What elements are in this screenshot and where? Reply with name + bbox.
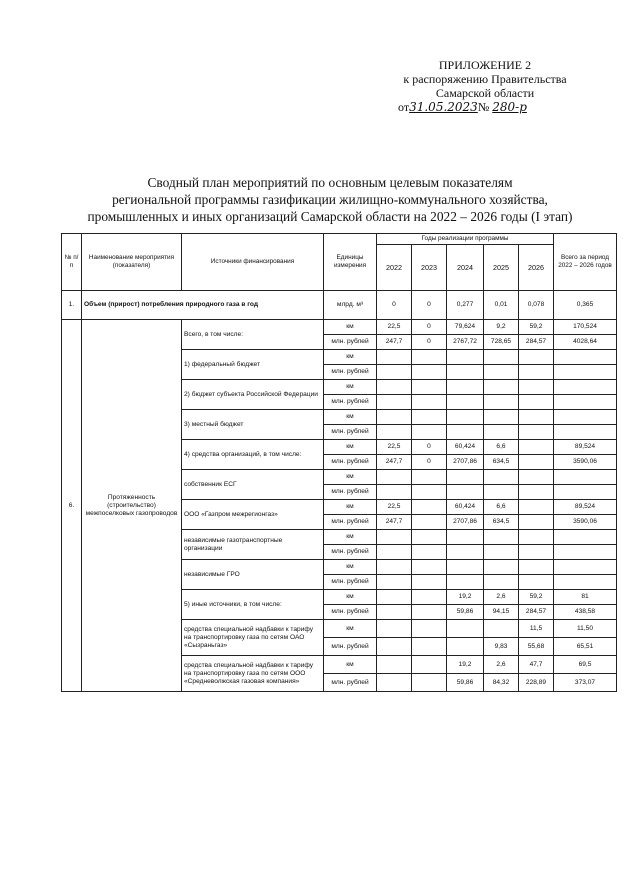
value-cell — [554, 560, 617, 575]
value-cell — [519, 485, 554, 500]
funding-source: средства специальной надбавки к тарифу на транспортировку газа по сетям ООО «Средневолжская газовая компания» — [182, 656, 324, 692]
value-cell: 9,83 — [484, 638, 519, 656]
value-cell — [447, 380, 484, 395]
value-cell — [519, 470, 554, 485]
value-cell — [554, 410, 617, 425]
row-1-unit: млрд. м³ — [324, 291, 377, 320]
value-cell — [554, 365, 617, 380]
value-cell: 94,15 — [484, 605, 519, 620]
value-cell: 373,07 — [554, 674, 617, 692]
funding-source: собственник ЕСГ — [182, 470, 324, 500]
value-cell — [412, 485, 447, 500]
value-cell: 60,424 — [447, 440, 484, 455]
number-label: № — [477, 100, 490, 114]
value-cell — [447, 410, 484, 425]
value-cell — [377, 674, 412, 692]
value-cell — [412, 425, 447, 440]
row-1-num: 1. — [62, 291, 82, 320]
value-cell — [377, 425, 412, 440]
value-cell — [377, 380, 412, 395]
value-cell: 728,65 — [484, 335, 519, 350]
value-cell: 65,51 — [554, 638, 617, 656]
value-cell: 59,86 — [447, 674, 484, 692]
unit-cell: млн. рублей — [324, 575, 377, 590]
value-cell: 3590,06 — [554, 515, 617, 530]
value-cell: 247,7 — [377, 335, 412, 350]
value-cell — [519, 455, 554, 470]
appendix-block — [360, 58, 610, 114]
value-cell: 60,424 — [447, 500, 484, 515]
value-cell: 247,7 — [377, 515, 412, 530]
handwritten-number: 280-р — [492, 100, 527, 114]
value-cell — [554, 545, 617, 560]
unit-cell: км — [324, 320, 377, 335]
value-cell — [447, 395, 484, 410]
value-cell — [484, 530, 519, 545]
unit-cell: млн. рублей — [324, 425, 377, 440]
title-line-3: промышленных и иных организаций Самарской области на 2022 – 2026 годы (I этап) — [87, 209, 573, 224]
value-cell — [412, 590, 447, 605]
value-cell — [519, 395, 554, 410]
value-cell — [519, 575, 554, 590]
unit-cell: км — [324, 560, 377, 575]
value-cell: 84,32 — [484, 674, 519, 692]
unit-cell: км — [324, 530, 377, 545]
unit-cell: млн. рублей — [324, 365, 377, 380]
value-cell: 59,86 — [447, 605, 484, 620]
value-cell: 247,7 — [377, 455, 412, 470]
value-cell — [519, 425, 554, 440]
unit-cell: млн. рублей — [324, 674, 377, 692]
header-year-2022: 2022 — [377, 245, 412, 291]
appendix-line-1: к распоряжению Правительства — [403, 72, 567, 86]
unit-cell: км — [324, 410, 377, 425]
value-cell — [484, 545, 519, 560]
unit-cell: км — [324, 620, 377, 638]
value-cell — [447, 638, 484, 656]
value-cell: 634,5 — [484, 455, 519, 470]
unit-cell: млн. рублей — [324, 638, 377, 656]
value-cell — [519, 365, 554, 380]
value-cell: 89,524 — [554, 440, 617, 455]
plan-table — [61, 233, 617, 692]
value-cell — [377, 470, 412, 485]
value-cell — [377, 365, 412, 380]
header-year-2023: 2023 — [412, 245, 447, 291]
value-cell — [447, 365, 484, 380]
value-cell: 2707,86 — [447, 515, 484, 530]
funding-source: независимые ГРО — [182, 560, 324, 590]
funding-source: 3) местный бюджет — [182, 410, 324, 440]
value-cell: 69,5 — [554, 656, 617, 674]
value-cell: 0 — [412, 335, 447, 350]
value-cell — [412, 410, 447, 425]
value-cell — [554, 530, 617, 545]
value-cell: 170,524 — [554, 320, 617, 335]
value-cell — [554, 380, 617, 395]
unit-cell: км — [324, 440, 377, 455]
value-cell — [484, 485, 519, 500]
value-cell — [412, 620, 447, 638]
header-years-group: Годы реализации программы — [377, 234, 554, 245]
value-cell — [519, 380, 554, 395]
value-cell: 2767,72 — [447, 335, 484, 350]
plan-table-body — [62, 234, 617, 692]
value-cell — [412, 674, 447, 692]
value-cell — [447, 575, 484, 590]
value-cell: 81 — [554, 590, 617, 605]
value-cell: 11,50 — [554, 620, 617, 638]
value-cell — [484, 575, 519, 590]
value-cell: 9,2 — [484, 320, 519, 335]
value-cell — [377, 530, 412, 545]
value-cell: 284,57 — [519, 335, 554, 350]
value-cell: 2,6 — [484, 590, 519, 605]
value-cell — [412, 605, 447, 620]
value-cell: 228,89 — [519, 674, 554, 692]
value-cell — [484, 560, 519, 575]
unit-cell: млн. рублей — [324, 335, 377, 350]
unit-cell: млн. рублей — [324, 395, 377, 410]
header-year-2026: 2026 — [519, 245, 554, 291]
value-cell: 0 — [412, 320, 447, 335]
funding-source: 5) иные источники, в том числе: — [182, 590, 324, 620]
value-cell: 0 — [412, 440, 447, 455]
value-cell — [377, 638, 412, 656]
row-6-num: 6. — [62, 320, 82, 692]
header-year-2025: 2025 — [484, 245, 519, 291]
appendix-line-2: Самарской области — [435, 86, 535, 100]
value-cell — [554, 395, 617, 410]
title-line-1: Сводный план мероприятий по основным целевым показателям — [147, 175, 513, 190]
value-cell — [447, 545, 484, 560]
funding-source: средства специальной надбавки к тарифу на транспортировку газа по сетям ОАО «Сызраньгаз» — [182, 620, 324, 656]
value-cell — [377, 395, 412, 410]
value-cell — [412, 470, 447, 485]
row-1-value: 0,078 — [519, 291, 554, 320]
value-cell — [412, 380, 447, 395]
value-cell — [554, 350, 617, 365]
funding-source: 2) бюджет субъекта Российской Федерации — [182, 380, 324, 410]
value-cell: 284,57 — [519, 605, 554, 620]
ot-label: от — [398, 100, 410, 114]
value-cell: 47,7 — [519, 656, 554, 674]
value-cell — [519, 515, 554, 530]
value-cell: 59,2 — [519, 320, 554, 335]
value-cell — [377, 605, 412, 620]
unit-cell: км — [324, 500, 377, 515]
value-cell — [484, 425, 519, 440]
value-cell — [554, 470, 617, 485]
value-cell: 59,2 — [519, 590, 554, 605]
unit-cell: млн. рублей — [324, 515, 377, 530]
unit-cell: млн. рублей — [324, 485, 377, 500]
row-1-value: 0,01 — [484, 291, 519, 320]
value-cell: 22,5 — [377, 500, 412, 515]
value-cell — [554, 485, 617, 500]
value-cell: 22,5 — [377, 320, 412, 335]
row-6-line — [62, 320, 617, 335]
unit-cell: млн. рублей — [324, 545, 377, 560]
value-cell — [519, 545, 554, 560]
row-6-name: Протяженность (строительство) межпоселковых газопроводов — [82, 320, 182, 692]
value-cell: 3590,06 — [554, 455, 617, 470]
funding-source: ООО «Газпром межрегионгаз» — [182, 500, 324, 530]
unit-cell: км — [324, 380, 377, 395]
value-cell — [412, 560, 447, 575]
value-cell — [377, 350, 412, 365]
value-cell — [447, 620, 484, 638]
value-cell — [412, 530, 447, 545]
value-cell — [447, 560, 484, 575]
funding-source: Всего, в том числе: — [182, 320, 324, 350]
value-cell — [377, 575, 412, 590]
unit-cell: км — [324, 350, 377, 365]
value-cell — [519, 350, 554, 365]
value-cell — [519, 410, 554, 425]
value-cell: 19,2 — [447, 656, 484, 674]
value-cell — [412, 575, 447, 590]
value-cell — [412, 656, 447, 674]
value-cell — [447, 485, 484, 500]
row-1-value: 0,277 — [447, 291, 484, 320]
funding-source: независимые газотранспортные организации — [182, 530, 324, 560]
appendix-title: ПРИЛОЖЕНИЕ 2 — [438, 58, 532, 72]
header-row-1 — [62, 234, 617, 245]
value-cell: 4028,64 — [554, 335, 617, 350]
value-cell: 11,5 — [519, 620, 554, 638]
value-cell — [412, 395, 447, 410]
value-cell — [412, 545, 447, 560]
value-cell — [484, 395, 519, 410]
value-cell — [412, 500, 447, 515]
value-cell — [554, 575, 617, 590]
value-cell: 6,6 — [484, 500, 519, 515]
unit-cell: км — [324, 590, 377, 605]
value-cell: 2707,86 — [447, 455, 484, 470]
title-line-2: региональной программы газификации жилищно-коммунального хозяйства, — [112, 192, 548, 207]
value-cell — [412, 515, 447, 530]
unit-cell: км — [324, 656, 377, 674]
value-cell: 2,6 — [484, 656, 519, 674]
value-cell — [377, 590, 412, 605]
value-cell — [484, 620, 519, 638]
value-cell — [519, 440, 554, 455]
value-cell — [412, 350, 447, 365]
header-total: Всего за период 2022 – 2026 годов — [554, 234, 617, 291]
header-source: Источники финансирования — [182, 234, 324, 291]
header-name: Наименование мероприятия (показателя) — [82, 234, 182, 291]
value-cell: 19,2 — [447, 590, 484, 605]
unit-cell: км — [324, 470, 377, 485]
value-cell — [484, 380, 519, 395]
value-cell — [519, 560, 554, 575]
unit-cell: млн. рублей — [324, 605, 377, 620]
value-cell — [484, 350, 519, 365]
value-cell: 55,68 — [519, 638, 554, 656]
value-cell — [377, 560, 412, 575]
value-cell — [447, 470, 484, 485]
value-cell: 438,58 — [554, 605, 617, 620]
value-cell: 79,624 — [447, 320, 484, 335]
value-cell — [377, 410, 412, 425]
row-1-value: 0 — [412, 291, 447, 320]
value-cell: 22,5 — [377, 440, 412, 455]
value-cell — [377, 485, 412, 500]
value-cell: 6,6 — [484, 440, 519, 455]
value-cell — [484, 365, 519, 380]
row-1 — [62, 291, 617, 320]
value-cell — [447, 425, 484, 440]
value-cell — [519, 530, 554, 545]
value-cell — [447, 350, 484, 365]
value-cell — [484, 410, 519, 425]
row-1-value: 0 — [377, 291, 412, 320]
unit-cell: млн. рублей — [324, 455, 377, 470]
document-title — [60, 174, 600, 225]
value-cell: 0 — [412, 455, 447, 470]
row-1-value: 0,365 — [554, 291, 617, 320]
value-cell — [377, 545, 412, 560]
value-cell — [412, 638, 447, 656]
value-cell: 634,5 — [484, 515, 519, 530]
value-cell — [377, 620, 412, 638]
row-1-text: Объем (прирост) потребления природного газа в год — [82, 291, 324, 320]
header-unit: Единицы измерения — [324, 234, 377, 291]
value-cell — [484, 470, 519, 485]
header-num: № п/п — [62, 234, 82, 291]
value-cell — [447, 530, 484, 545]
funding-source: 1) федеральный бюджет — [182, 350, 324, 380]
value-cell — [412, 365, 447, 380]
value-cell — [554, 425, 617, 440]
value-cell — [519, 500, 554, 515]
value-cell — [377, 656, 412, 674]
header-year-2024: 2024 — [447, 245, 484, 291]
handwritten-date: 31.05.2023 — [409, 100, 478, 114]
value-cell: 89,524 — [554, 500, 617, 515]
funding-source: 4) средства организаций, в том числе: — [182, 440, 324, 470]
appendix-date-line — [360, 100, 610, 114]
